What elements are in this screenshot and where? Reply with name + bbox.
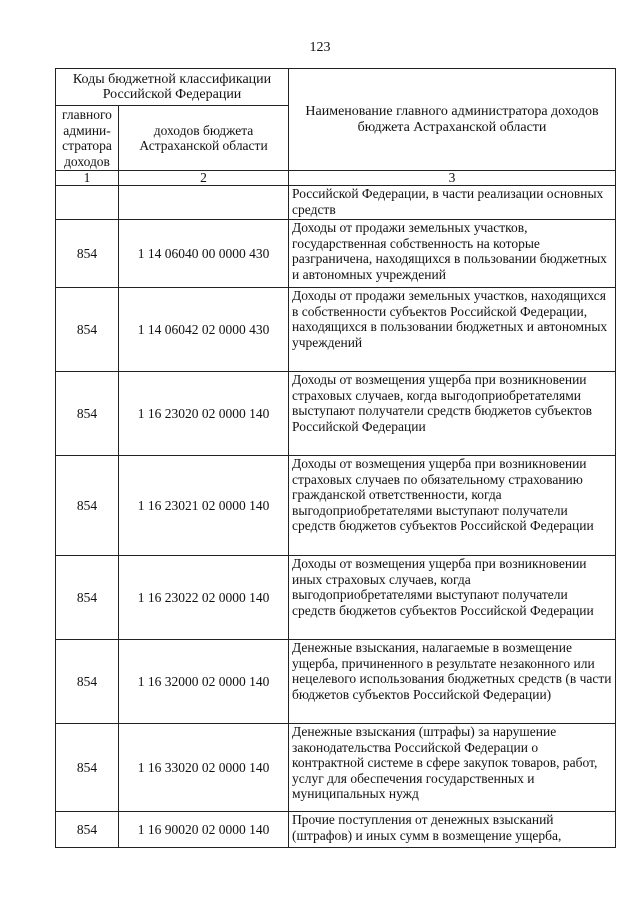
description-cell: Доходы от возмещения ущерба при возникновении страховых случаев, когда выгодоприобретателями выступают получатели средств бюджетов субъектов Российской Федерации (289, 372, 616, 456)
budget-code-cell: 1 16 33020 02 0000 140 (119, 724, 289, 812)
column-number-2: 2 (119, 171, 289, 186)
header-row-top (56, 69, 616, 106)
admin-code-cell: 854 (56, 456, 119, 556)
table-row (56, 640, 616, 724)
table-row (56, 724, 616, 812)
admin-code-cell (56, 186, 119, 220)
column-number-row (56, 171, 616, 186)
budget-code-cell (119, 186, 289, 220)
table-row (56, 220, 616, 288)
table-row (56, 456, 616, 556)
page-number: 123 (309, 40, 331, 55)
description-cell: Российской Федерации, в части реализации основных средств (289, 186, 616, 220)
header-col2-title: доходов бюджета Астраханской области (119, 106, 289, 171)
description-cell: Доходы от возмещения ущерба при возникновении иных страховых случаев, когда выгодоприобретателями выступают получатели средств бюджетов субъектов Российской Федерации (289, 556, 616, 640)
header-col3-title: Наименование главного администратора доходов бюджета Астраханской области (289, 69, 616, 171)
admin-code-cell: 854 (56, 220, 119, 288)
header-col1-title: главного админи-стратора доходов (56, 106, 119, 171)
admin-code-cell: 854 (56, 372, 119, 456)
admin-code-cell: 854 (56, 724, 119, 812)
budget-code-cell: 1 16 23021 02 0000 140 (119, 456, 289, 556)
table-row (56, 288, 616, 372)
table-row (56, 372, 616, 456)
admin-code-cell: 854 (56, 288, 119, 372)
header-group-title: Коды бюджетной классификации Российской Федерации (56, 69, 289, 106)
admin-code-cell: 854 (56, 556, 119, 640)
column-number-1: 1 (56, 171, 119, 186)
budget-code-cell: 1 16 23020 02 0000 140 (119, 372, 289, 456)
table-row (56, 556, 616, 640)
table-row (56, 812, 616, 848)
admin-code-cell: 854 (56, 812, 119, 848)
budget-code-cell: 1 14 06042 02 0000 430 (119, 288, 289, 372)
description-cell: Доходы от продажи земельных участков, находящихся в собственности субъектов Российской Федерации, находящихся в пользовании бюджетных и автономных учреждений (289, 288, 616, 372)
budget-classification-table (55, 68, 616, 848)
table-row (56, 186, 616, 220)
admin-code-cell: 854 (56, 640, 119, 724)
description-cell: Прочие поступления от денежных взысканий (штрафов) и иных сумм в возмещение ущерба, (289, 812, 616, 848)
budget-code-cell: 1 16 32000 02 0000 140 (119, 640, 289, 724)
description-cell: Доходы от продажи земельных участков, государственная собственность на которые разграничена, находящихся в пользовании бюджетных и автономных учреждений (289, 220, 616, 288)
budget-code-cell: 1 16 90020 02 0000 140 (119, 812, 289, 848)
description-cell: Денежные взыскания, налагаемые в возмещение ущерба, причиненного в результате незаконного или нецелевого использования бюджетных средств (в части бюджетов субъектов Российской Федерации) (289, 640, 616, 724)
budget-code-cell: 1 16 23022 02 0000 140 (119, 556, 289, 640)
description-cell: Денежные взыскания (штрафы) за нарушение законодательства Российской Федерации о контрактной системе в сфере закупок товаров, работ, услуг для обеспечения государственных и муниципальных нужд (289, 724, 616, 812)
column-number-3: 3 (289, 171, 616, 186)
description-cell: Доходы от возмещения ущерба при возникновении страховых случаев по обязательному страхованию гражданской ответственности, когда выгодоприобретателями выступают получатели средств бюджетов субъектов Российской Федерации (289, 456, 616, 556)
budget-code-cell: 1 14 06040 00 0000 430 (119, 220, 289, 288)
